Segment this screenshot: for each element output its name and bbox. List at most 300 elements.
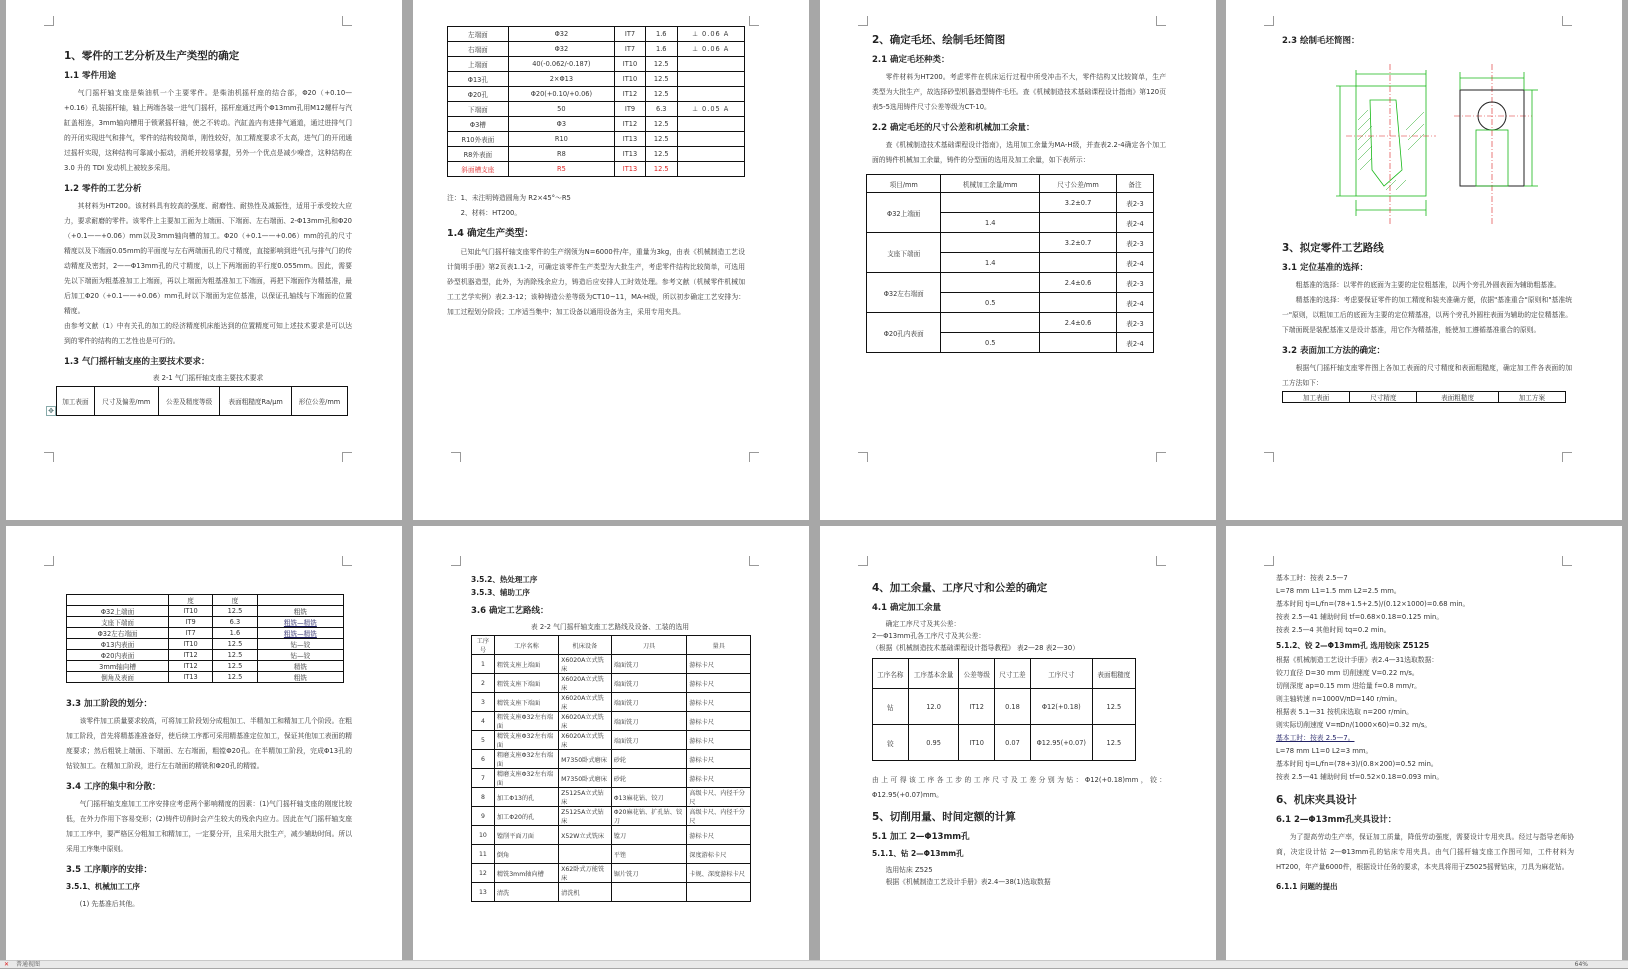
table-cell: Φ32 [508, 42, 614, 57]
table-cell: Φ32 [508, 27, 614, 42]
calc-line: 切削深度 ap=0.15 mm 进给量 f=0.8 mm/r。 [1276, 682, 1421, 690]
calc-line: 铰刀直径 D=30 mm 切削速度 V=0.22 m/s。 [1276, 669, 1419, 677]
table-row [472, 731, 751, 750]
table-cell: 镗削平面刀面 [494, 826, 558, 845]
table-cell: 游标卡尺 [687, 712, 751, 731]
paragraph: 零件材料为HT200。考虑零件在机床运行过程中所受冲击不大，零件结构又比较简单，生产类型为大批生产，故选择砂型机器造型铸件毛坯。查《机械制造技术基础课程设计指南》第120页表5-5选用铸件尺寸公差等级为CT-10。 [872, 73, 1166, 111]
crop-mark [858, 452, 868, 462]
paragraph: 选用钻床 Z525 [885, 866, 933, 874]
table-cell: 钻—铰 [257, 650, 343, 661]
heading-2-2: 2.2 确定毛坯的尺寸公差和机械加工余量： [872, 123, 1035, 133]
table-cell: M7350卧式磨床 [559, 769, 612, 788]
table-cell: 上端面 [448, 57, 509, 72]
table-cell [941, 233, 1040, 253]
table-cell: IT13 [614, 132, 645, 147]
table-row [472, 693, 751, 712]
table-row [472, 845, 751, 864]
table-cell: 表2-4 [1116, 293, 1153, 313]
table-cell: 卡规、深度游标卡尺 [687, 864, 751, 883]
crop-mark [451, 556, 461, 566]
table-header: 形位公差/mm [291, 387, 347, 416]
heading-2: 2、确定毛坯、绘制毛坯简图 [872, 34, 1006, 46]
page-1[interactable] [6, 0, 402, 520]
table-cell: X6020A立式铣床 [559, 655, 612, 674]
table-cell: IT10 [614, 72, 645, 87]
table-cell: 7 [472, 769, 495, 788]
table-cell: 12.5 [646, 162, 678, 177]
table-cell: Φ20孔内表面 [867, 313, 941, 353]
crop-mark [342, 452, 352, 462]
table-cell [1040, 333, 1117, 353]
table-cell: R10外表面 [448, 132, 509, 147]
table-cell: X6020A立式铣床 [559, 674, 612, 693]
heading-3-5: 3.5 工序顺序的安排： [66, 865, 153, 875]
calc-line: 按表 2.5—41 辅助时间 tf=0.52×0.18=0.093 min。 [1276, 773, 1444, 781]
table-cell: IT10 [169, 639, 213, 650]
table-cell: 左端面 [448, 27, 509, 42]
crop-mark [1264, 16, 1274, 26]
table-cell [1040, 293, 1117, 313]
calc-line: L=78 mm L1=1.5 mm L2=2.5 mm。 [1276, 587, 1401, 595]
heading-5: 5、切削用量、时间定额的计算 [872, 811, 1016, 823]
paragraph: (1) 先基准后其他。 [79, 900, 139, 908]
table-cell: 3mm轴向槽 [67, 661, 169, 672]
page-5[interactable] [6, 526, 402, 960]
table-row [67, 650, 344, 661]
table-cell: 3.2±0.7 [1040, 233, 1117, 253]
table-cell: 6 [472, 750, 495, 769]
table-cell: 高级卡尺、内径千分尺 [687, 807, 751, 826]
table-row [472, 769, 751, 788]
table-header: 工序名称 [494, 636, 558, 655]
table-caption: 表 2-1 气门摇杆轴支座主要技术要求 [152, 374, 264, 382]
table-cell: 12.5 [1092, 689, 1135, 725]
paragraph: 2—Φ13mm孔各工序尺寸及其公差： [872, 632, 986, 640]
table-cell: 9 [472, 807, 495, 826]
center-lines [1346, 64, 1532, 226]
crop-mark [858, 16, 868, 26]
table-cell: 支座下端面 [867, 233, 941, 273]
page-7[interactable] [820, 526, 1216, 960]
table-cell: 斜面槽支座 [448, 162, 509, 177]
table-cell: 砂轮 [611, 769, 687, 788]
table-cell: 12.5 [646, 57, 678, 72]
paragraph: 确定工序尺寸及其公差： [885, 620, 961, 628]
page-3[interactable] [820, 0, 1216, 520]
page-2[interactable] [413, 0, 809, 520]
table-row [472, 864, 751, 883]
table-row [472, 807, 751, 826]
calc-line: 基本工时：按表 2.5—7 [1276, 574, 1348, 582]
table-header: 度 [213, 595, 258, 606]
table-cell: 深度游标卡尺 [687, 845, 751, 864]
table-cell: 12.5 [213, 650, 258, 661]
table-header: 机床设备 [559, 636, 612, 655]
table-cell: 11 [472, 845, 495, 864]
table-cell: 2×Φ13 [508, 72, 614, 87]
table-cell: 8 [472, 788, 495, 807]
table-cell: ⊥ 0.05 A [677, 102, 744, 117]
table-cell: 0.5 [941, 293, 1040, 313]
table-cell: Φ20麻花钻、扩孔钻、铰刀 [611, 807, 687, 826]
table-cell: 游标卡尺 [687, 826, 751, 845]
table-cell: 12.5 [213, 606, 258, 617]
heading-5-1-1: 5.1.1、钻 2—Φ13mm孔 [872, 849, 964, 858]
table-cell: 镗刀 [611, 826, 687, 845]
table-cell: 1 [472, 655, 495, 674]
table-cell: ⊥ 0.06 A [677, 42, 744, 57]
table-cell: Φ13麻花钻、铰刀 [611, 788, 687, 807]
table-cell: Φ12.95(+0.07) [1030, 725, 1092, 761]
table-cell: 粗磨支座Φ32左右端面 [494, 750, 558, 769]
table-cell: 游标卡尺 [687, 674, 751, 693]
heading-6-1: 6.1 2—Φ13mm孔夹具设计： [1276, 815, 1397, 825]
table-row [67, 672, 344, 683]
table-cell: 精铣支座下端面 [494, 693, 558, 712]
table-cell: 右端面 [448, 42, 509, 57]
calc-line: 则主轴转速 n=1000V/πD=140 r/min。 [1276, 695, 1402, 703]
table-cell: 0.07 [995, 725, 1031, 761]
table-cell [559, 845, 612, 864]
table-row [448, 102, 745, 117]
table-row [472, 826, 751, 845]
page-4[interactable] [1226, 0, 1622, 520]
paragraph: 气门摇杆轴支座是柴油机一个主要零件。是柴油机摇杆座的结合部，Φ20（+0.10—+0.16）孔装摇杆轴，轴上两端各装一进气门摇杆，摇杆座通过两个Φ13mm孔用M12螺杆与汽缸盖相连，3mm轴向槽用于锁紧摇杆轴，使之不转动。汽缸盖内有进排气通道，通过进排气门的开闭实现进气和排气，零件的结构较简单，刚性较好，加工精度要求不太高，进气门的开闭通过摇杆实现，这种结构可靠减小振动，消耗并较易掌握，另外一个优点是减少噪音，这种结构在 3.0 升的 TDI 发动机上被较多采用。 [64, 89, 352, 172]
table-cell: 精铣 [257, 661, 343, 672]
table-cell: Z5125A立式钻床 [559, 788, 612, 807]
paragraph: 该零件加工质量要求较高，可将加工阶段划分成粗加工、半精加工和精加工几个阶段。在粗加工阶段，首先将精基准准备好，使后续工序都可采用精基准定位加工，保证其他加工表面的精度要求；然后粗铣上端面、下端面、左右端面，粗镗Φ20孔。在半精加工阶段，完成Φ13孔的钻铰加工。在精加工阶段，进行左右端面的精铣和Φ20孔的精镗。 [66, 717, 352, 770]
table-cell [677, 132, 744, 147]
table-cell: 端面铣刀 [611, 731, 687, 750]
table-cell: IT7 [614, 27, 645, 42]
table-cell: 加工Φ20的孔 [494, 807, 558, 826]
crop-mark [44, 452, 54, 462]
table-cell [1040, 213, 1117, 233]
paragraph: 根据《机械制造工艺设计手册》表2.4—38(1)选取数据 [885, 878, 1051, 886]
crop-mark [342, 16, 352, 26]
table-cell: 粗铣支座下端面 [494, 674, 558, 693]
heading-3-5-1: 3.5.1、机械加工工序 [66, 882, 140, 891]
table-row [448, 57, 745, 72]
table-header: 加工方案 [1498, 392, 1565, 403]
table-cell [941, 313, 1040, 333]
table-row [67, 628, 344, 639]
heading-4: 4、加工余量、工序尺寸和公差的确定 [872, 582, 1048, 594]
dimension-lines [1460, 72, 1538, 186]
table-cell: X62卧式万能铣床 [559, 864, 612, 883]
table-cell: 游标卡尺 [687, 731, 751, 750]
table-cell: R8 [508, 147, 614, 162]
status-bar [0, 960, 1628, 968]
table-header: 加工表面 [57, 387, 95, 416]
table-header: 工序名称 [873, 659, 909, 689]
table-cell: X6020A立式铣床 [559, 731, 612, 750]
calc-line: 按表 2.5—41 辅助时间 tf=0.68×0.18=0.125 min。 [1276, 613, 1444, 621]
table-cell: 1.4 [941, 213, 1040, 233]
table-cell: Φ32左右端面 [867, 273, 941, 313]
table-row [472, 655, 751, 674]
table-cell: 2 [472, 674, 495, 693]
table-cell: 游标卡尺 [687, 750, 751, 769]
heading-3-5-3: 3.5.3、辅助工序 [471, 588, 530, 597]
table-cell: 12.0 [908, 689, 959, 725]
crop-mark [1562, 452, 1572, 462]
crop-mark [44, 556, 54, 566]
table-cell: IT12 [959, 689, 995, 725]
calc-line: 基本时间 tj=L/fn=(78+3)/(0.8×200)=0.52 min。 [1276, 760, 1438, 768]
table-row [448, 42, 745, 57]
heading-6-1-1: 6.1.1 问题的提出 [1276, 882, 1338, 891]
heading-1-1: 1.1 零件用途 [64, 71, 117, 81]
table-row [67, 661, 344, 672]
method-table [1282, 391, 1566, 403]
table-cell: M7350卧式磨床 [559, 750, 612, 769]
table-row [448, 87, 745, 102]
table-cell: 表2-4 [1116, 333, 1153, 353]
table-cell: 2.4±0.6 [1040, 273, 1117, 293]
crop-mark [1156, 452, 1166, 462]
crop-mark [44, 16, 54, 26]
table-cell: 下端面 [448, 102, 509, 117]
table-cell: 0.18 [995, 689, 1031, 725]
heading-5-1-2: 5.1.2、铰 2—Φ13mm孔 选用铰床 Z5125 [1276, 641, 1430, 650]
table-cell: R10 [508, 132, 614, 147]
table-cell: 表2-4 [1116, 253, 1153, 273]
table-cell: 2.4±0.6 [1040, 313, 1117, 333]
table-cell: 50 [508, 102, 614, 117]
table-row [867, 193, 1154, 213]
table-cell: IT9 [169, 617, 213, 628]
table-cell: 12.5 [213, 661, 258, 672]
table-row [448, 72, 745, 87]
heading-3-1: 3.1 定位基准的选择： [1282, 263, 1369, 273]
page-8[interactable] [1226, 526, 1622, 960]
crop-mark [1264, 452, 1274, 462]
page-6[interactable] [413, 526, 809, 960]
crop-mark [1156, 16, 1166, 26]
heading-3-3: 3.3 加工阶段的划分： [66, 699, 153, 709]
paragraph: （根据《机械制造技术基础课程设计指导教程》 表2—28 表2—30） [872, 644, 1079, 652]
table-cell: Φ20孔 [448, 87, 509, 102]
table-cell: X52W立式铣床 [559, 826, 612, 845]
note: 注：1、未注明铸造圆角为 R2×45°～R5 [447, 194, 571, 202]
table-cell: 12.5 [646, 117, 678, 132]
table-header: 备注 [1116, 175, 1153, 193]
table-move-handle-icon[interactable]: ✥ [46, 406, 56, 416]
table-cell: 4 [472, 712, 495, 731]
heading-1-3: 1.3 气门摇杆轴支座的主要技术要求： [64, 357, 210, 367]
table-caption: 表 2-2 气门摇杆轴支座工艺路线及设备、工装的选用 [530, 623, 690, 631]
table-cell [677, 57, 744, 72]
table-row [448, 27, 745, 42]
table-header: 尺寸工差 [995, 659, 1031, 689]
table-cell: 表2-3 [1116, 233, 1153, 253]
table-cell: 12.5 [646, 87, 678, 102]
table-cell: 12.5 [646, 147, 678, 162]
table-row [867, 233, 1154, 253]
table-cell: 12 [472, 864, 495, 883]
table-cell: 表2-3 [1116, 193, 1153, 213]
table-header: 加工表面 [1283, 392, 1350, 403]
paragraph: 由参考文献（1）中有关孔的加工的经济精度机床能达到的位置精度可知上述技术要求是可以达到的零件的结构的工艺性也是可行的。 [64, 322, 352, 345]
crop-mark [342, 556, 352, 566]
table-cell: 表2-3 [1116, 273, 1153, 293]
table-cell: Φ32上端面 [67, 606, 169, 617]
crop-mark [1562, 16, 1572, 26]
table-cell: 钻—铰 [257, 639, 343, 650]
table-cell: Φ13孔 [448, 72, 509, 87]
table-header-row [472, 636, 751, 655]
table-cell: 13 [472, 883, 495, 902]
heading-4-1: 4.1 确定加工余量 [872, 603, 942, 613]
table-header: 工序尺寸 [1030, 659, 1092, 689]
table-cell: 精磨支座Φ32左右端面 [494, 769, 558, 788]
table-cell: 支座下端面 [67, 617, 169, 628]
zoom-level[interactable]: 64% [1574, 961, 1588, 968]
heading-2-3: 2.3 绘制毛坯简图： [1282, 36, 1360, 46]
table-cell: 粗铣 [257, 606, 343, 617]
table-cell: 12.5 [1092, 725, 1135, 761]
table-header: 尺寸精度 [1350, 392, 1417, 403]
table-cell: Φ20内表面 [67, 650, 169, 661]
table-cell [677, 117, 744, 132]
table-cell: 粗铣—精铣 [257, 628, 343, 639]
table-cell: 倒角 [494, 845, 558, 864]
heading-3-6: 3.6 确定工艺路线： [471, 606, 549, 616]
table-cell: 铰 [873, 725, 909, 761]
table-cell: Φ12(+0.18) [1030, 689, 1092, 725]
table-cell: Z5125A立式钻床 [559, 807, 612, 826]
tech-req-table-continued [447, 26, 745, 177]
table-cell: 0.5 [941, 333, 1040, 353]
heading-5-1: 5.1 加工 2—Φ13mm孔 [872, 832, 970, 842]
heading-1-2: 1.2 零件的工艺分析 [64, 184, 142, 194]
table-cell: 游标卡尺 [687, 769, 751, 788]
table-cell: R8外表面 [448, 147, 509, 162]
table-cell: 10 [472, 826, 495, 845]
heading-2-1: 2.1 确定毛坯种类： [872, 55, 950, 65]
table-header: 公差等级 [959, 659, 995, 689]
heading-6: 6、机床夹具设计 [1276, 794, 1357, 806]
table-cell: IT13 [169, 672, 213, 683]
table-row [448, 132, 745, 147]
heading-3-5-2: 3.5.2、热处理工序 [471, 575, 538, 584]
table-cell: Φ32上端面 [867, 193, 941, 233]
table-row [472, 883, 751, 902]
table-row [472, 788, 751, 807]
table-row [67, 639, 344, 650]
paragraph: 为了提高劳动生产率，保证加工质量，降低劳动强度，需要设计专用夹具。经过与指导老师协商，决定设计钻 2—Φ13mm孔的钻床专用夹具。由气门摇杆轴支座工作图可知，工件材料为HT200，年产量6000件，根据设计任务的要求，本夹具将用于Z5025摇臂钻床，刀具为麻花钻。 [1276, 833, 1574, 871]
hole-dimension-table [872, 658, 1136, 761]
crop-mark [1562, 556, 1572, 566]
table-cell: IT10 [169, 606, 213, 617]
table-cell: 加工Φ13的孔 [494, 788, 558, 807]
calc-line: L=78 mm L1=0 L2=3 mm。 [1276, 747, 1373, 755]
table-cell: 钻 [873, 689, 909, 725]
table-header: 尺寸公差/mm [1040, 175, 1117, 193]
table-cell: IT7 [614, 42, 645, 57]
table-header [67, 595, 169, 606]
table-cell: 1.6 [646, 27, 678, 42]
table-cell: 端面铣刀 [611, 674, 687, 693]
crop-mark [749, 16, 759, 26]
table-cell: IT7 [169, 628, 213, 639]
table-cell: 1.4 [941, 253, 1040, 273]
paragraph: 查《机械制造技术基础课程设计指南》，选用加工余量为MA-H级，并查表2.2-4确定各个加工面的铸件机械加工余量，铸件的分型面的选用及加工余量，如下表所示： [872, 141, 1166, 164]
table-cell: 游标卡尺 [687, 693, 751, 712]
table-header: 刀具 [611, 636, 687, 655]
blank-front-view [1336, 70, 1426, 216]
heading-3: 3、拟定零件工艺路线 [1282, 242, 1384, 254]
view-mode-label[interactable]: 普通视图 [16, 961, 41, 968]
table-cell: 40(-0.062/-0.187) [508, 57, 614, 72]
table-cell: 表2-3 [1116, 313, 1153, 333]
table-header: 量具 [687, 636, 751, 655]
table-cell: 游标卡尺 [687, 655, 751, 674]
heading-1: 1、零件的工艺分析及生产类型的确定 [64, 50, 240, 62]
table-cell: 高级卡尺、内径千分尺 [687, 788, 751, 807]
table-row [472, 674, 751, 693]
allowance-table [866, 174, 1154, 353]
calc-line: 基本时间 tj=L/fn=(78+1.5+2.5)/(0.12×1000)=0.68 min。 [1276, 600, 1470, 608]
table-cell: IT10 [614, 57, 645, 72]
table-cell: 6.3 [646, 102, 678, 117]
table-header: 工序基本余量 [908, 659, 959, 689]
table-cell: X6020A立式铣床 [559, 712, 612, 731]
table-row [867, 273, 1154, 293]
method-table-continued [66, 594, 344, 683]
table-cell: 5 [472, 731, 495, 750]
table-cell: X6020A立式铣床 [559, 693, 612, 712]
calc-line: 则实际切削速度 V=πDn/(1000×60)=0.32 m/s。 [1276, 721, 1432, 729]
table-cell [1040, 253, 1117, 273]
paragraph: 其材料为HT200。该材料具有较高的强度、耐磨性、耐热性及减振性，适用于承受较大应力，要求耐磨的零件。该零件上主要加工面为上端面、下端面、左右端面、2-Φ13mm孔和Φ20（+0.1——+0.06）mm以及3mm轴向槽的加工。Φ20（+0.1——+0.06）mm的孔的尺寸精度以及下端面0.05mm的平面度与左右两端面孔的尺寸精度，直接影响到进气孔与排气门的传动精度及密封，2——Φ13mm孔的尺寸精度，以上下两端面的平行度0.055mm。因此，需要先以下端面为粗基准加工上端面，再以上端面为粗基准加工下端面，再把下端面作为精基准，最后加工Φ20（+0.1——+0.06）mm孔时以下端面为定位基准，以保证孔轴线与下端面的位置精度。 [64, 202, 352, 315]
table-row [67, 617, 344, 628]
table-header-row [867, 175, 1154, 193]
table-header: 工序号 [472, 636, 495, 655]
table-row [867, 313, 1154, 333]
heading-3-2: 3.2 表面加工方法的确定： [1282, 346, 1386, 356]
paragraph: 精基准的选择：考虑要保证零件的加工精度和装夹准确方便，依据"基准重合"原则和"基准统一"原则，以粗加工后的底面为主要的定位精基准，以两个旁孔外圆柱表面为辅助的定位精基准。下端面既是装配基准又是设计基准，用它作为精基准，能使加工遵循基准重合的原则。 [1282, 296, 1572, 334]
crop-mark [858, 556, 868, 566]
table-row [448, 162, 745, 177]
table-cell: Φ3 [508, 117, 614, 132]
heading-3-4: 3.4 工序的集中和分散： [66, 782, 161, 792]
table-cell: Φ13内表面 [67, 639, 169, 650]
table-header: 项目/mm [867, 175, 941, 193]
table-cell [687, 883, 751, 902]
table-header: 公差及精度等级 [158, 387, 220, 416]
table-cell: 12.5 [213, 672, 258, 683]
table-header: 表面粗糙度 [1092, 659, 1135, 689]
calc-line: 基本工时：按表 2.5—7。 [1276, 734, 1355, 742]
table-cell: 清洗 [494, 883, 558, 902]
table-cell: Φ32左右端面 [67, 628, 169, 639]
table-cell: IT12 [614, 87, 645, 102]
table-header: 尺寸及偏差/mm [94, 387, 158, 416]
table-row [448, 117, 745, 132]
table-cell: 清洗机 [559, 883, 612, 902]
table-cell [677, 162, 744, 177]
paragraph: 由上可得该工序各工步的工序尺寸及工差分别为钻：Φ12(+0.18)mm，铰：Φ12.95(+0.07)mm。 [872, 776, 1166, 799]
table-cell: IT13 [614, 162, 645, 177]
table-cell [677, 72, 744, 87]
table-row [448, 147, 745, 162]
table-header: 表面粗糙度 [1417, 392, 1498, 403]
table-cell: 粗铣支座上端面 [494, 655, 558, 674]
crop-mark [749, 452, 759, 462]
table-cell: R5 [508, 162, 614, 177]
